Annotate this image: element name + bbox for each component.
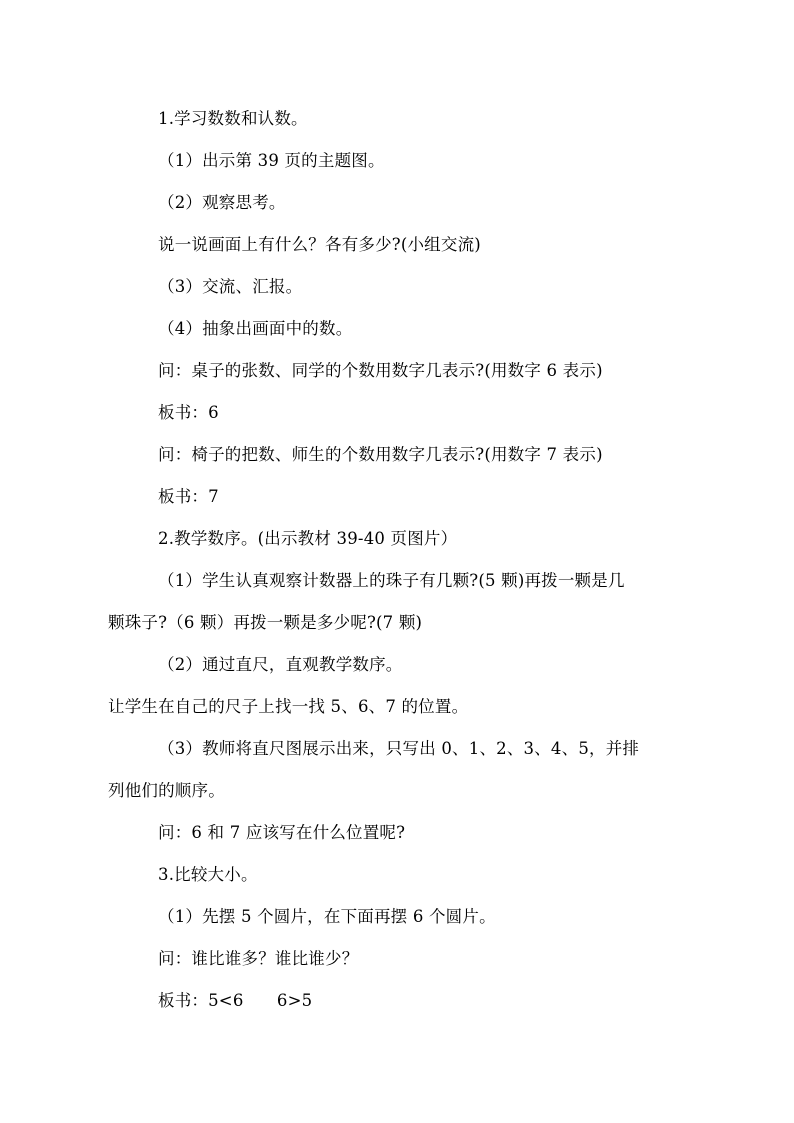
paragraph-line: （1）学生认真观察计数器上的珠子有几颗?(5 颗)再拨一颗是几 [158,571,625,590]
paragraph-line: （2）通过直尺，直观教学数序。 [158,655,403,674]
paragraph-line: 板书：7 [158,487,219,506]
paragraph-line-continued: 颗珠子?（6 颗）再拨一颗是多少呢?(7 颗) [108,613,423,632]
paragraph-line: （4）抽象出画面中的数。 [158,319,353,338]
paragraph-line: （2）观察思考。 [158,193,286,212]
paragraph-line: 问：桌子的张数、同学的个数用数字几表示?(用数字 6 表示) [158,361,603,380]
paragraph-line: （1）出示第 39 页的主题图。 [158,151,385,170]
paragraph-line: 说一说画面上有什么？各有多少?(小组交流) [158,235,481,254]
paragraph-line: （1）先摆 5 个圆片，在下面再摆 6 个圆片。 [158,907,496,926]
paragraph-line: 板书：6 [158,403,219,422]
paragraph-line: 板书：5<6 6>5 [158,991,313,1010]
paragraph-line: （3）交流、汇报。 [158,277,303,296]
paragraph-line: 问：6 和 7 应该写在什么位置呢? [158,823,406,842]
paragraph-line: 问：椅子的把数、师生的个数用数字几表示?(用数字 7 表示) [158,445,603,464]
heading-section-1: 1.学习数数和认数。 [158,109,308,128]
heading-section-2: 2.教学数序。(出示教材 39-40 页图片） [158,529,458,548]
paragraph-line: 问：谁比谁多？谁比谁少？ [158,949,359,968]
paragraph-line: （3）教师将直尺图展示出来，只写出 0、1、2、3、4、5，并排 [158,739,640,758]
paragraph-line: 让学生在自己的尺子上找一找 5、6、7 的位置。 [108,697,469,716]
heading-section-3: 3.比较大小。 [158,865,258,884]
paragraph-line-continued: 列他们的顺序。 [108,781,225,800]
